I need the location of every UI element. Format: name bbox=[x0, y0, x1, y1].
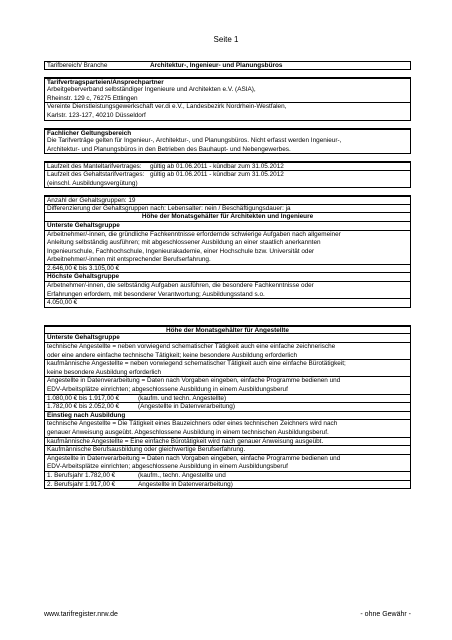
parteien-line: Vereinte Dienstleistungsgewerkschaft ver.di e.V., Landesbezirk Nordrhein-Westfalen, bbox=[44, 103, 411, 112]
angestellte-unterste-line: oder eine andere einfache technische Tätigkeit; keine besondere Ausbildung erforderlich bbox=[44, 352, 411, 361]
angestellte-range2-note: (Angestellte in Datenverarbeitung) bbox=[138, 403, 235, 411]
gruppen-differenzierung: Differenzierung der Gehaltsgruppen nach: Lebensalter: nein / Beschäftigungsdauer: ja bbox=[44, 205, 411, 214]
laufzeit-gehalt-value: gültig ab 01.06.2011 - kündbar zum 31.05.2012 bbox=[150, 170, 284, 178]
laufzeit-gehalt-label: Laufzeit des Gehaltstarifvertrages: bbox=[47, 170, 145, 178]
geltung-heading: Fachlicher Geltungsbereich bbox=[44, 129, 411, 138]
tarifbereich-value: Architektur-, Ingenieur- und Planungsbüros bbox=[150, 62, 283, 69]
architekten-unterste-heading: Unterste Gehaltsgruppe bbox=[44, 222, 411, 231]
angestellte-range1-note: (kaufm. und techn. Angestellte) bbox=[138, 394, 227, 402]
einstieg-line: technische Angestellte = Die Tätigkeit eines Bauzeichners oder eines technischen Zeichners wird nach bbox=[44, 420, 411, 429]
laufzeit-gehalt-note: (einschl. Ausbildungsvergütung) bbox=[44, 180, 411, 189]
angestellte-unterste-heading: Unterste Gehaltsgruppe bbox=[44, 334, 411, 343]
einstieg-heading: Einstieg nach Ausbildung bbox=[44, 412, 411, 421]
berufsjahr1: 1. Berufsjahr 1.782,00 € bbox=[47, 471, 116, 479]
angestellte-unterste-line: Angestellte in Datenverarbeitung = Daten nach Vorgaben eingeben, einfache Programme bedienen und bbox=[44, 377, 411, 386]
spacer bbox=[44, 70, 411, 78]
angestellte-unterste-line: technische Angestellte = neben vorwiegend schematischer Tätigkeit auch eine einfache zeichnerische bbox=[44, 343, 411, 352]
angestellte-range1: 1.080,00 € bis 1.917,00 € bbox=[47, 394, 120, 402]
parteien-line: Arbeitgeberverband selbständiger Ingenieure und Architekten e.V. (ASIA), bbox=[44, 86, 411, 95]
laufzeit-mantel-row bbox=[44, 162, 411, 171]
angestellte-range1-row bbox=[44, 395, 411, 404]
tariff-document bbox=[44, 61, 411, 489]
parteien-line: Rheinstr. 129 c, 76275 Ettlingen bbox=[44, 95, 411, 104]
geltung-line: Architektur- und Planungsbüros in den Betrieben des Bauhaupt- und Nebengewerbes. bbox=[44, 146, 411, 155]
footer-url[interactable]: www.tarifregister.nrw.de bbox=[44, 611, 118, 618]
architekten-unterste-line: Arbeitnehmer/-innen mit entsprechender Berufserfahrung. bbox=[44, 256, 411, 265]
architekten-unterste-line: Arbeitnehmer/-innen, die gründliche Fachkenntnisse erfordernde schwierige Aufgaben nach allgemeiner bbox=[44, 231, 411, 240]
laufzeit-gehalt-row bbox=[44, 171, 411, 180]
angestellte-range2-row bbox=[44, 403, 411, 412]
angestellte-unterste-line: keine besondere Ausbildung erforderlich bbox=[44, 369, 411, 378]
architekten-unterste-line: Ingenieurschule, Fachhochschule, Ingenieurakademie, einer Hochschule bzw. Universität oder bbox=[44, 248, 411, 257]
spacer bbox=[44, 154, 411, 162]
einstieg-line: Angestellte in Datenverarbeitung = Daten nach Vorgaben eingeben, einfache Programme bedienen und bbox=[44, 455, 411, 464]
einstieg-line: Kaufmännische Berufsausbildung oder gleichwertige Berufserfahrung. bbox=[44, 446, 411, 455]
page-number: Seite 1 bbox=[213, 35, 239, 44]
architekten-heading: Höhe der Monatsgehälter für Architekten und Ingenieure bbox=[44, 213, 411, 222]
berufsjahr2-row bbox=[44, 481, 411, 490]
spacer bbox=[44, 188, 411, 196]
architekten-hoechste-value: 4.050,00 € bbox=[44, 299, 411, 308]
tarifbereich-label: Tarifbereich/ Branche bbox=[47, 62, 108, 69]
architekten-hoechste-line: Erfahrungen erfordern, mit besonderer Verantwortung; Ausbildungsstand s.o. bbox=[44, 291, 411, 300]
architekten-unterste-line: Anleitung selbständig ausführen; mit abgeschlossener Ausbildung an einer staatlich anerkannten bbox=[44, 239, 411, 248]
architekten-unterste-range: 2.646,00 € bis 3.105,00 € bbox=[44, 265, 411, 274]
architekten-hoechste-line: Arbetnehmer/-innen, die selbständig Aufgaben ausführen, die besondere Fachkenntnisse oder bbox=[44, 282, 411, 291]
architekten-hoechste-heading: Höchste Gehaltsgruppe bbox=[44, 273, 411, 282]
berufsjahr1-note: (kaufm., techn. Angestellte und bbox=[138, 471, 226, 479]
berufsjahr2: 2. Berufsjahr 1.917,00 € bbox=[47, 480, 116, 488]
tarifbereich-row bbox=[44, 61, 411, 70]
berufsjahr2-note: Angestellte in Datenverarbeitung) bbox=[138, 480, 233, 488]
angestellte-range2: 1.782,00 € bis 2.052,00 € bbox=[47, 403, 120, 411]
spacer bbox=[44, 121, 411, 129]
footer-disclaimer: - ohne Gewähr - bbox=[360, 611, 411, 618]
gruppen-anzahl: Anzahl der Gehaltsgruppen: 19 bbox=[44, 196, 411, 205]
parteien-heading: Tarifvertragsparteien/Ansprechpartner bbox=[44, 78, 411, 87]
angestellte-heading: Höhe der Monatsgehälter für Angestellte bbox=[44, 326, 411, 335]
einstieg-line: genauer Anweisung ausgeübt. Abgeschlossene Ausbildung in einem technischen Ausbildungsberuf. bbox=[44, 429, 411, 438]
geltung-line: Die Tarifverträge gelten für Ingenieur-, Architektur-, und Planungsbüros. Nicht erfasst werden Ingenieur-, bbox=[44, 137, 411, 146]
angestellte-unterste-line: kaufmännische Angestellte = neben vorwiegend schematischer Tätigkeit auch eine einfache Bürotätigkeit; bbox=[44, 360, 411, 369]
einstieg-line: EDV-Arbeitsplätze einrichten; abgeschlossene Ausbildung in einem Ausbildungsberuf bbox=[44, 463, 411, 472]
angestellte-unterste-line: EDV-Arbeitsplätze einrichten; abgeschlossene Ausbildung in einem Ausbildungsberuf bbox=[44, 386, 411, 395]
laufzeit-mantel-value: gültig ab 01.06.2011 - kündbar zum 31.05.2012 bbox=[150, 163, 284, 171]
parteien-line: Karlstr. 123-127, 40210 Düsseldorf bbox=[44, 112, 411, 121]
laufzeit-mantel-label: Laufzeit des Manteltarifvertrages: bbox=[47, 163, 142, 171]
spacer bbox=[44, 308, 411, 326]
berufsjahr1-row bbox=[44, 472, 411, 481]
einstieg-line: kaufmännische Angestellte = Eine einfache Bürotätigkeit wird nach genauer Anweisung ausgeübt. bbox=[44, 438, 411, 447]
